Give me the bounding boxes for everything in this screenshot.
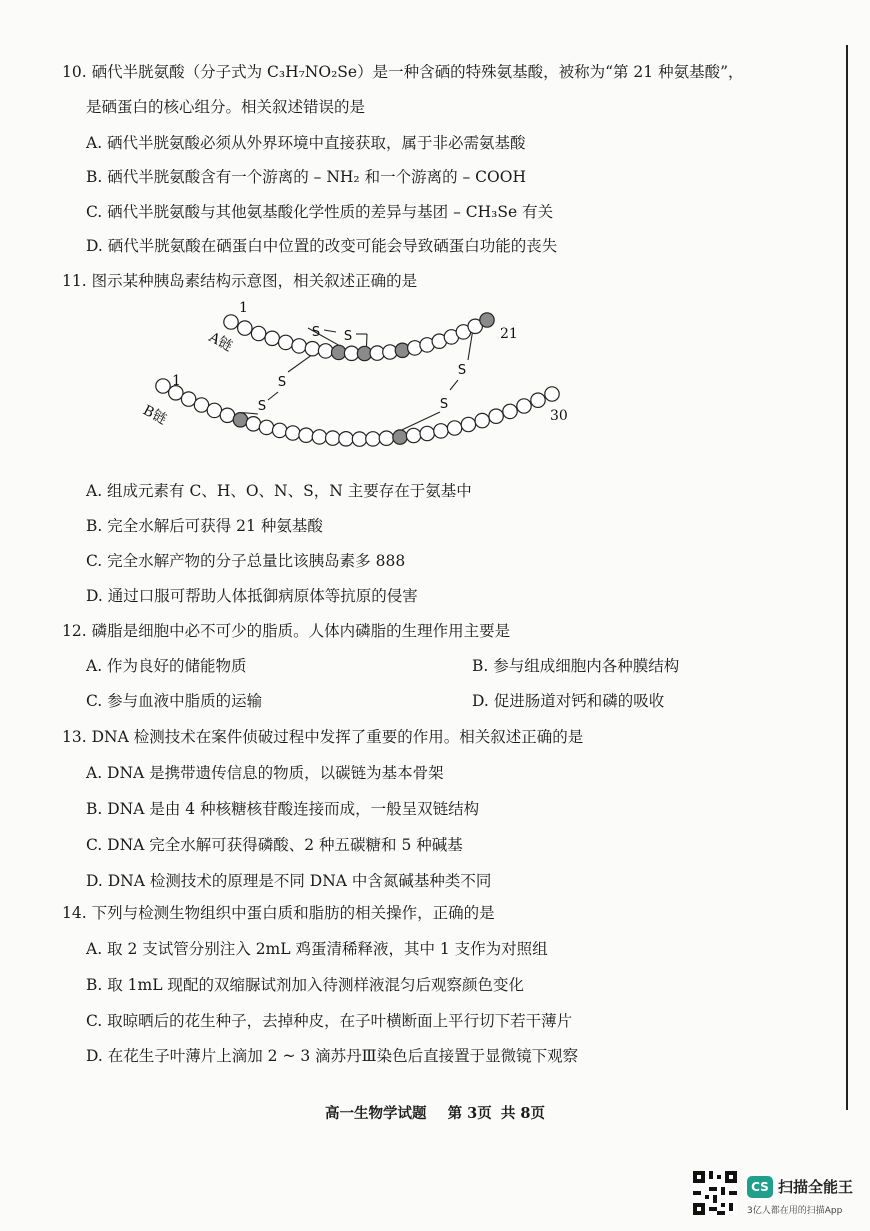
chain-a-residue [318,344,332,358]
chain-b-residue [420,426,434,440]
chain-b-residue [246,417,260,431]
chain-a-residue [279,335,293,349]
chain-a-residue [332,345,346,359]
chain-b-residue [220,408,234,422]
chain-b-residue [194,398,208,412]
chain-b-residue [531,393,545,407]
chain-a-residue [265,331,279,345]
chain-a [224,313,494,361]
camscanner-logo-icon: CS [747,1176,773,1198]
q13-option-c: C. DNA 完全水解可获得磷酸、2 种五碳糖和 5 种碱基 [86,836,463,854]
bond-line [288,356,310,372]
q11-option-d: D. 通过口服可帮助人体抵御病原体等抗原的侵害 [86,587,418,605]
chain-b-residue [545,387,559,401]
chain-a-residue [224,315,238,329]
insulin-structure-diagram [130,298,600,468]
q14-option-d: D. 在花生子叶薄片上滴加 2 ~ 3 滴苏丹Ⅲ染色后直接置于显微镜下观察 [86,1047,579,1065]
q12-stem: 12. 磷脂是细胞中必不可少的脂质。人体内磷脂的生理作用主要是 [62,622,511,640]
q10-option-b: B. 硒代半胱氨酸含有一个游离的 – NH₂ 和一个游离的 – COOH [86,168,526,186]
chain-a-residue [344,346,358,360]
chain-a-start-label: 1 [239,300,248,316]
q10-option-d: D. 硒代半胱氨酸在硒蛋白中位置的改变可能会导致硒蛋白功能的丧失 [86,237,558,255]
camscanner-slogan: 3亿人都在用的扫描App [747,1206,843,1216]
chain-a-residue [251,326,265,340]
qr-code-icon [693,1171,737,1215]
chain-a-residue [292,339,306,353]
chain-b-residue [393,430,407,444]
page-border-line [846,45,848,1110]
chain-b-residue [259,420,273,434]
q10-stem-line1: 10. 硒代半胱氨酸（分子式为 C₃H₇NO₂Se）是一种含硒的特殊氨基酸，被称为“第 21 种氨基酸”， [62,63,744,81]
q14-stem: 14. 下列与检测生物组织中蛋白质和脂肪的相关操作，正确的是 [62,904,495,922]
chain-b-residue [503,404,517,418]
chain-a-residue [305,342,319,356]
q12-option-c: C. 参与血液中脂质的运输 [86,692,263,710]
chain-b-residue [286,426,300,440]
q13-stem: 13. DNA 检测技术在案件侦破过程中发挥了重要的作用。相关叙述正确的是 [62,728,584,746]
chain-b-residue [406,428,420,442]
q12-option-b: B. 参与组成细胞内各种膜结构 [472,657,680,675]
q13-option-b: B. DNA 是由 4 种核糖核苷酸连接而成，一般呈双链结构 [86,800,480,818]
footer-total: 共 8页 [500,1105,545,1122]
chain-b-residue [339,432,353,446]
q11-option-a: A. 组成元素有 C、H、O、N、S，N 主要存在于氨基中 [86,482,472,500]
q12-option-a: A. 作为良好的储能物质 [86,657,247,675]
chain-b-end-label: 30 [550,408,568,424]
sulfur-label: S [311,325,321,340]
chain-b-residue [312,430,326,444]
chain-b-residue [447,421,461,435]
sulfur-label: S [277,375,287,390]
footer-page: 第 3页 [447,1105,492,1122]
sulfur-label: S [343,329,353,344]
chain-b-residue [352,432,366,446]
chain-b-residue [273,423,287,437]
q10-option-a: A. 硒代半胱氨酸必须从外界环境中直接获取，属于非必需氨基酸 [86,134,526,152]
q14-option-b: B. 取 1mL 现配的双缩脲试剂加入待测样液混匀后观察颜色变化 [86,976,524,994]
sulfur-label: S [257,399,267,414]
page-footer [0,1102,870,1123]
sulfur-label: S [457,363,467,378]
chain-b-residue [379,431,393,445]
chain-a-end-label: 21 [500,326,518,342]
chain-b-residue [366,432,380,446]
q14-option-c: C. 取晾晒后的花生种子，去掉种皮，在子叶横断面上平行切下若干薄片 [86,1012,573,1030]
chain-b [156,379,559,447]
chain-b-residue [156,379,170,393]
chain-b-residue [299,428,313,442]
chain-b-residue [475,413,489,427]
bond-line [367,334,368,346]
q11-option-b: B. 完全水解后可获得 21 种氨基酸 [86,517,323,535]
footer-title: 高一生物学试题 [325,1105,427,1122]
q10-option-c: C. 硒代半胱氨酸与其他氨基酸化学性质的差异与基团 – CH₃Se 有关 [86,203,554,221]
chain-b-residue [434,424,448,438]
chain-b-residue [461,417,475,431]
bond-line [450,380,458,390]
chain-a-label: A链 [206,329,235,355]
chain-b-residue [326,431,340,445]
chain-a-residue [480,313,494,327]
camscanner-app-name: 扫描全能王 [778,1178,854,1196]
q11-option-c: C. 完全水解产物的分子总量比该胰岛素多 888 [86,552,406,570]
bond-line [268,392,278,400]
bond-line [324,330,336,332]
q12-option-d: D. 促进肠道对钙和磷的吸收 [472,692,665,710]
q14-option-a: A. 取 2 支试管分别注入 2mL 鸡蛋清稀释液，其中 1 支作为对照组 [86,940,548,958]
q11-stem: 11. 图示某种胰岛素结构示意图，相关叙述正确的是 [62,272,418,290]
q13-option-a: A. DNA 是携带遗传信息的物质，以碳链为基本骨架 [86,764,444,782]
chain-b-residue [489,409,503,423]
sulfur-label: S [439,397,449,412]
chain-b-residue [517,399,531,413]
q13-option-d: D. DNA 检测技术的原理是不同 DNA 中含氮碱基种类不同 [86,872,492,890]
chain-b-residue [233,413,247,427]
chain-b-label: B链 [140,402,170,428]
chain-b-residue [181,392,195,406]
chain-b-residue [207,403,221,417]
chain-a-residue [238,321,252,335]
chain-b-start-label: 1 [172,373,181,389]
q10-stem-line2: 是硒蛋白的核心组分。相关叙述错误的是 [86,98,366,116]
